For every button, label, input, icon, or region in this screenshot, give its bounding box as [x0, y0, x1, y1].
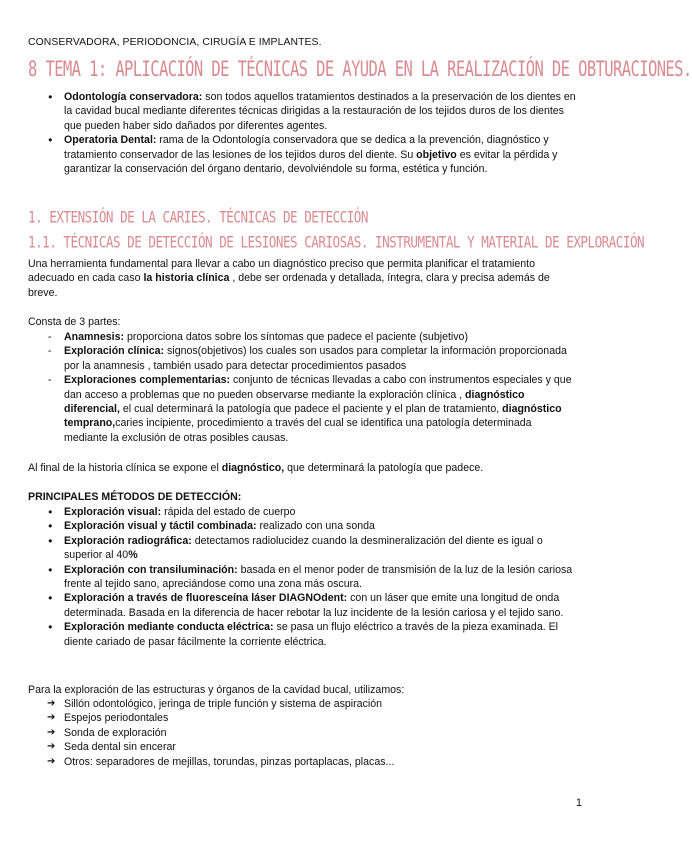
- list-item: - Anamnesis: proporciona datos sobre los síntomas que padece el paciente (subjetivo): [28, 330, 576, 344]
- list-item: ● Exploración con transiluminación: basada en el menor poder de transmisión de la luz de la lesión cariosa frente al tejido sano, apreciándose como una zona más oscura.: [28, 563, 576, 592]
- methods-heading: PRINCIPALES MÉTODOS DE DETECCIÓN:: [28, 491, 242, 503]
- list-item: - Exploraciones complementarias: conjunto de técnicas llevadas a cabo con instrumentos especiales y que dan acceso a problemas que no pueden observarse mediante la exploración clínica , diagnóstico diferencial, el cual determinará la patología que padece el paciente y el plan de tratamiento, diagnóstico temprano,caries incipiente, procedimiento a través del cual se identifica una patología determinada mediante la exclusión de otras posibles causas.: [28, 373, 576, 445]
- subsection-heading: 1.1. TÉCNICAS DE DETECCIÓN DE LESIONES CARIOSAS. INSTRUMENTAL Y MATERIAL DE EXPLORACIÓN: [28, 231, 645, 252]
- tools-list: [28, 697, 576, 769]
- list-item: ● Odontología conservadora: son todos aquellos tratamientos destinados a la preservación de los dientes en la cavidad bucal mediante diferentes técnicas dirigidas a la restauración de los tejidos duros de los dientes que pueden haber sido dañados por diferentes agentes.: [28, 90, 576, 133]
- parts-list: [28, 330, 576, 445]
- list-item: ➔ Espejos periodontales: [28, 711, 576, 725]
- list-item: ➔ Sillón odontológico, jeringa de triple función y sistema de aspiración: [28, 697, 576, 711]
- list-item: ● Exploración mediante conducta eléctrica: se pasa un flujo eléctrico a través de la pieza examinada. El diente cariado de pasar fácilmente la corriente eléctrica.: [28, 620, 576, 649]
- paragraph-consta: Consta de 3 partes:: [28, 316, 121, 328]
- paragraph-exploration: Para la exploración de las estructuras y órganos de la cavidad bucal, utilizamos:: [28, 684, 405, 696]
- paragraph-final: Al final de la historia clínica se expone el diagnóstico, que determinará la patología que padece.: [28, 462, 484, 474]
- list-item: ● Exploración a través de fluoresceína láser DIAGNOdent: con un láser que emite una longitud de onda determinada. Basada en la diferencia de hacer rebotar la luz incidente de la lesión cariosa y el tejido sano.: [28, 591, 576, 620]
- list-item: ● Exploración visual: rápida del estado de cuerpo: [28, 505, 576, 519]
- page-number: 1: [576, 797, 582, 809]
- section-heading: 1. EXTENSIÓN DE LA CARIES. TÉCNICAS DE DETECCIÓN: [28, 206, 368, 227]
- list-item: ➔ Otros: separadores de mejillas, torundas, pinzas portaplacas, placas...: [28, 755, 576, 769]
- list-item: ● Exploración visual y táctil combinada: realizado con una sonda: [28, 519, 576, 533]
- list-item: ● Operatoria Dental: rama de la Odontología conservadora que se dedica a la prevención, diagnóstico y tratamiento conservador de las lesiones de los tejidos duros del diente. Su objetivo es evitar la pérdida y garantizar la conservación del órgano dentario, devolviéndole su forma, estética y función.: [28, 133, 576, 176]
- list-item: ➔ Sonda de exploración: [28, 726, 576, 740]
- list-item: ● Exploración radiográfica: detectamos radiolucidez cuando la desmineralización del diente es igual o superior al 40%: [28, 534, 576, 563]
- intro-list: [28, 90, 576, 176]
- running-header: CONSERVADORA, PERIODONCIA, CIRUGÍA E IMPLANTES.: [28, 37, 322, 48]
- page-title: 8 TEMA 1: APLICACIÓN DE TÉCNICAS DE AYUDA EN LA REALIZACIÓN DE OBTURACIONES.: [28, 57, 692, 82]
- methods-list: [28, 505, 576, 649]
- list-item: ➔ Seda dental sin encerar: [28, 740, 576, 754]
- paragraph-historia: Una herramienta fundamental para llevar a cabo un diagnóstico preciso que permita planificar el tratamiento adecuado en cada caso la historia clínica , debe ser ordenada y detallada, íntegra, clara y precisa además de breve.: [28, 258, 550, 299]
- list-item: - Exploración clínica: signos(objetivos) los cuales son usados para completar la información proporcionada por la anamnesis , también usado para detectar procedimientos pasados: [28, 344, 576, 373]
